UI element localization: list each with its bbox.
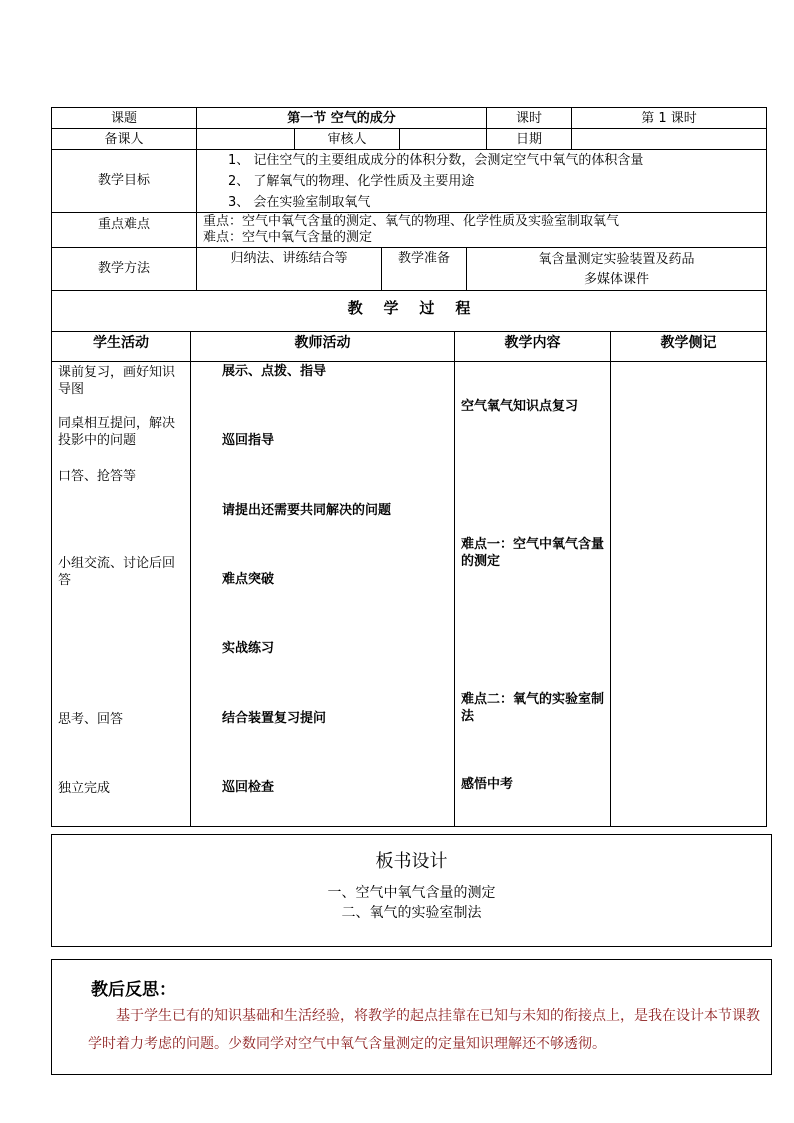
teacher-activity: 巡回检查 <box>222 780 275 795</box>
course-title: 第一节 空气的成分 <box>287 111 396 126</box>
period-label: 课时 <box>515 111 542 126</box>
date-label: 日期 <box>515 132 542 147</box>
objectives-label: 教学目标 <box>97 173 150 188</box>
preparer-label: 备课人 <box>104 132 144 147</box>
col-content: 教学内容 <box>504 335 561 351</box>
method-label: 教学方法 <box>97 261 150 276</box>
reviewer-label: 审核人 <box>327 132 367 147</box>
reflection-title: 教后反思： <box>91 980 176 1000</box>
student-activity: 课前复习，画好知识导图 <box>58 365 176 397</box>
student-activity: 同桌相互提问，解决投影中的问题 <box>58 416 176 448</box>
method-value: 归纳法、讲练结合等 <box>230 251 348 266</box>
board-design-box <box>51 834 772 947</box>
teaching-content: 难点二：氧气的实验室制法 <box>461 692 605 724</box>
board-title: 板书设计 <box>375 851 448 872</box>
course-label: 课题 <box>110 111 137 126</box>
teacher-activity: 巡回指导 <box>222 433 275 448</box>
student-activity: 思考、回答 <box>58 712 124 727</box>
board-line: 一、空气中氧气含量的测定 <box>327 885 496 901</box>
keypoints-label: 重点难点 <box>97 217 150 232</box>
teacher-activity: 结合装置复习提问 <box>222 711 327 726</box>
col-notes: 教学侧记 <box>660 335 717 351</box>
board-line: 二、氧气的实验室制法 <box>341 905 482 921</box>
objective-item: 1、 记住空气的主要组成成分的体积分数，会测定空气中氧气的体积含量 <box>228 153 644 168</box>
process-title: 教 学 过 程 <box>347 299 471 317</box>
prep-item: 多媒体课件 <box>583 272 649 287</box>
prep-item: 氧含量测定实验装置及药品 <box>538 252 695 267</box>
key-point: 重点：空气中氧气含量的测定、氧气的物理、化学性质及实验室制取氧气 <box>203 214 620 229</box>
student-activity: 独立完成 <box>58 781 111 796</box>
objective-item: 3、 会在实验室制取氧气 <box>228 195 371 210</box>
teacher-activity: 请提出还需要共同解决的问题 <box>222 503 392 518</box>
teacher-activity: 展示、点拨、指导 <box>222 364 327 379</box>
student-activity: 口答、抢答等 <box>58 469 137 484</box>
reflection-box <box>51 959 772 1075</box>
teacher-activity: 实战练习 <box>222 641 275 656</box>
teaching-content: 空气氧气知识点复习 <box>461 399 579 414</box>
teacher-activity: 难点突破 <box>222 572 275 587</box>
period-value: 第 1 课时 <box>641 111 697 126</box>
col-student: 学生活动 <box>93 335 149 351</box>
teaching-content: 难点一：空气中氧气含量的测定 <box>461 537 605 569</box>
objective-item: 2、 了解氧气的物理、化学性质及主要用途 <box>228 174 475 189</box>
student-activity: 小组交流、讨论后回答 <box>58 556 176 588</box>
teaching-content: 感悟中考 <box>461 777 514 792</box>
col-teacher: 教师活动 <box>294 335 351 351</box>
difficult-point: 难点：空气中氧气含量的测定 <box>203 230 373 245</box>
reflection-text: 基于学生已有的知识基础和生活经验，将教学的起点挂靠在已知与未知的衔接点上，是我在设计本节课教学时着力考虑的问题。少数同学对空气中氧气含量测定的定量知识理解还不够透彻。 <box>88 1008 760 1052</box>
prep-label: 教学准备 <box>397 251 450 266</box>
